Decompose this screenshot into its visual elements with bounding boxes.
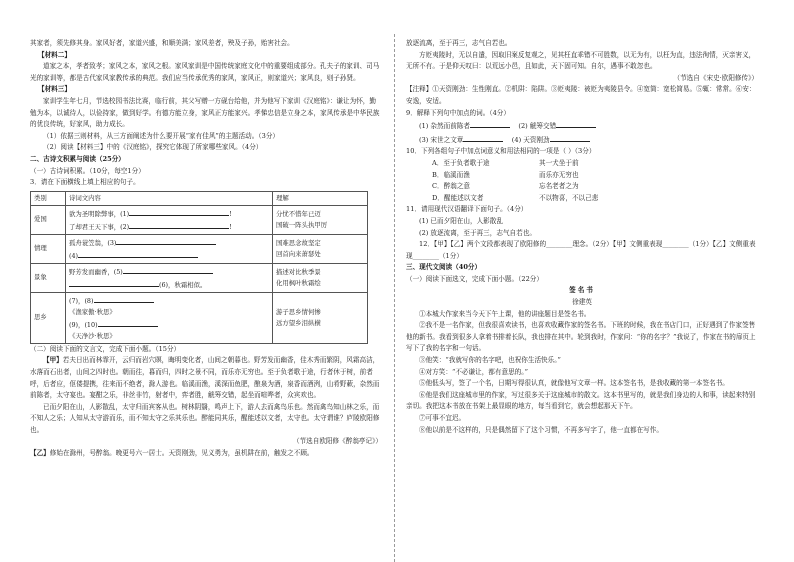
poem-line: 欲为圣明除弊事，(1) xyxy=(69,209,130,218)
meaning-cell xyxy=(273,234,368,263)
table-row xyxy=(31,205,368,234)
option-left: C．醉翁之意 xyxy=(432,182,471,191)
column-divider xyxy=(394,34,395,562)
q9-item: (4) 天资刚劲 xyxy=(511,135,550,144)
essay-paragraph: ②我不是一名作家，但我很喜欢读书，也喜欢收藏作家的签名书。下班的时候，我在书店门口，正好遇到了作家签售他的新书。我看到很多人拿着书排着长队，我也排在其中。轮到我时，作家问：“你的名字？”我说了，作家在书的扉页上写下了我的名字和一句话。 xyxy=(406,321,756,353)
passage-text: 修始在滁州，号醉翁。晚更号六一居士。天资刚劲，见义勇为，虽机阱在前，触发之不顾。 xyxy=(49,449,314,458)
poem-line: (4) xyxy=(69,251,79,260)
category-cell: 情理 xyxy=(31,234,66,263)
q9-row-1 xyxy=(406,119,758,133)
material2-body: 道家之本，孝者致孝；家风之本，家风之根。家风家训是中国传统家庭文化中的重要组成部分。孔夫子的家训、司马光的家训等，都是古代家风家教传承的典范。我们应当传承优秀的家风，家风正，则家道兴；家风良，则子孙贤。 xyxy=(30,62,380,82)
poem-line: (7)，(8) xyxy=(69,296,94,305)
poem-lines-cell xyxy=(66,263,273,292)
question-2: （2）阅读【材料三】中的《汉庭铭》，探究它体现了所家哪些家风。（4分） xyxy=(43,143,263,152)
essay-paragraph: ①本城大作家来当今天下午上课，他的讲座题目是签名书。 xyxy=(419,309,591,318)
section-2-heading: 二、古诗文积累与阅读（25分） xyxy=(30,154,125,163)
answer-blank[interactable] xyxy=(123,265,213,274)
poem-source: 《渔家傲·秋思》 xyxy=(69,307,116,316)
passage-text: 若夫日出而林霏开，云归而岩穴暝，晦明变化者，山间之朝暮也。野芳发而幽香，佳木秀而繁阴，风霜高洁，水落而石出者，山间之四时也。朝而往，暮而归，四时之景不同，而乐亦无穷也。至于负者歌于途，行者休于树，前者呼，后者应，伛偻提携，往来而不绝者，滁人游也。临溪而渔，溪深而鱼肥，酿泉为酒，泉香而酒洌，山肴野蔌，杂然而前陈者，太守宴也。宴酣之乐，非丝非竹，射者中，弈者胜，觥筹交错，起坐而喧哗者，众宾欢也。 xyxy=(30,356,380,400)
option-b xyxy=(406,170,758,182)
material3-body: 家训学生年七月，节选校园书法比赛，临行前，其父写赠一方砚台给他，并为他写下家训《汉庭铭》：谦让为怀，勤勉为本，以诚待人，以俭持家，做到好学。有德方能立身，家风正方能家兴。孝悌忠信是立身之本，家风传承是中华民族的优良传统，好家风，助力成长。 xyxy=(30,96,380,129)
option-right: 而乐亦无穷也 xyxy=(539,170,579,179)
meaning-line: 分忧不惜年已迈 xyxy=(276,209,321,218)
meaning-line: 国难思念故坚定 xyxy=(276,238,321,247)
material2-label: 【材料二】 xyxy=(38,50,71,59)
essay-paragraph: ⑦可事不宜迟。 xyxy=(419,414,466,422)
meaning-line: 描述对比秋季景 xyxy=(276,267,321,276)
question-1: （1）依据三则材料，从三方面阐述为什么要开展“家有佳风”的主题活动。（3分） xyxy=(43,131,280,140)
poem-lines-cell xyxy=(66,234,273,263)
poem-table xyxy=(30,191,368,344)
answer-blank[interactable] xyxy=(129,207,229,216)
table-header-row xyxy=(31,191,368,205)
option-right: 忘名老者之为 xyxy=(539,182,579,191)
question-9: 9．解释下列句中加点的词。（4分） xyxy=(406,108,510,117)
annotation-note: 【注释】①天资刚劲：生性刚直。②机阱：陷阱。③贬夷陵：被贬为夷陵县令。④宽简：宽松简易。⑤辄：常常。⑥安：安逸，安适。 xyxy=(406,85,756,105)
meaning-line: 回首向来萧瑟处 xyxy=(276,249,321,258)
answer-blank[interactable] xyxy=(470,119,510,128)
category-cell: 爱国 xyxy=(31,205,66,234)
question-11: 11．请用现代汉语翻译下面句子。（4分） xyxy=(406,205,528,214)
subsection-1-heading: （一）古诗词积累。（10分，每空1分） xyxy=(30,166,145,175)
q11-item-2: (2) 放逐流离，至于再三，志气自若也。 xyxy=(419,228,536,237)
category-cell: 思乡 xyxy=(31,292,66,343)
material3-label: 【材料三】 xyxy=(38,85,71,94)
table-row xyxy=(31,263,368,292)
q9-item: (1) 杂然而前陈者 xyxy=(419,122,470,131)
essay-paragraph: ⑧他以前是不这样的，只是偶然留下了这个习惯，不再多写字了，他一直都在写作。 xyxy=(419,425,663,434)
answer-blank[interactable] xyxy=(116,236,216,245)
section-3-heading: 三、现代文阅读（40分） xyxy=(406,263,482,272)
right-column xyxy=(406,0,758,562)
answer-blank[interactable] xyxy=(69,278,159,287)
meaning-line: 国破一阵头执甲厉 xyxy=(276,220,328,229)
option-c xyxy=(406,181,758,193)
passage-jia-2: 已而夕阳在山，人影散乱，太守归而宾客从也。树林阴翳，鸣声上下，游人去而禽鸟乐也。然而禽鸟知山林之乐，而不知人之乐；人知从太守游而乐，而不知太守之乐其乐也。醉能同其乐，醒能述以文者，太守也。太守谓谁？庐陵欧阳修也。 xyxy=(30,402,380,434)
jia-source: （节选自欧阳修《醉翁亭记》） xyxy=(292,437,382,446)
essay-paragraph: ④对方笑：“不必谦让，都有意思的。” xyxy=(419,367,528,376)
meaning-cell xyxy=(273,205,368,234)
table-row xyxy=(31,234,368,263)
option-a xyxy=(406,158,758,170)
jia-label: 【甲】 xyxy=(43,356,63,365)
answer-blank[interactable] xyxy=(129,220,229,229)
left-column xyxy=(30,0,382,562)
table-header-cell: 诗词文内容 xyxy=(66,191,273,205)
option-left: A．至于负者歌于途 xyxy=(432,158,490,167)
poem-lines-cell xyxy=(66,292,273,343)
answer-blank[interactable] xyxy=(550,133,590,142)
meaning-line: 游子思乡情何惨 xyxy=(276,307,321,316)
passage-jia-1 xyxy=(30,355,382,401)
subsection-3-heading: （一）阅读下面选文，完成下面小题。（22分） xyxy=(406,274,543,283)
essay-paragraph: ③他笑：“我就写你的名字吧，也祝你生活快乐。” xyxy=(419,356,561,365)
question-3: 3．请在下面横线上填上相应的句子。 xyxy=(30,178,140,187)
meaning-cell xyxy=(273,292,368,343)
poem-line: 孤舟蓑笠翁，(3) xyxy=(69,238,117,247)
q9-row-2 xyxy=(406,133,758,147)
option-left: D．醒能述以文者 xyxy=(432,193,484,202)
option-d xyxy=(406,193,758,205)
poem-line: 野芳发而幽香，(5) xyxy=(69,267,123,276)
q11-item-1: (1) 已而夕阳在山，人影散乱 xyxy=(419,216,503,225)
essay-author: 徐建英 xyxy=(572,298,592,307)
meaning-line: 远方望乡泪纵横 xyxy=(276,318,321,327)
essay-paragraph: ⑥他是我们这座城市里的作家，写过很多关于这座城市的散文。这本书里写的，就是我们身边的人和事，读起来特别亲切。我把这本书放在书架上最显眼的地方，每当看到它，就会想起那天下午。 xyxy=(406,390,756,411)
answer-blank[interactable] xyxy=(98,318,158,327)
poem-line: (9)，(10) xyxy=(69,320,98,329)
poem-source: 《天净沙·秋思》 xyxy=(69,331,116,340)
yi-label: 【乙】 xyxy=(30,449,50,458)
table-header-cell: 类别 xyxy=(31,191,66,205)
answer-blank[interactable] xyxy=(78,249,198,258)
material2-tail: 其家者，须先修其身。家风好者，家道兴盛，和顺美满；家风差者，殃及子孙，贻害社会。 xyxy=(30,39,294,47)
table-row xyxy=(31,292,368,343)
option-right: 不以物喜，不以己悲 xyxy=(539,193,599,202)
answer-blank[interactable] xyxy=(556,119,596,128)
poem-lines-cell: 欲为圣明除弊事，(1) ! 了却君王天下事，(2) ! xyxy=(66,205,273,234)
passage-yi-2: 方贬夷陵时，无以自遣，因取旧案反复观之，见其枉直乖错不可胜数，以无为有，以枉为直，违法徇情，灭亲害义，无所不有。于是仰天叹曰：以荒远小邑，且如此，天下固可知。自尔，遇事不敢忽也。 xyxy=(406,50,756,71)
essay-title: 签名书 xyxy=(569,286,595,295)
question-12: 12．【甲】【乙】两个文段都表现了欧阳修的________理念。（2分）【甲】文侧重表现________（1分）【乙】文侧重表现________（1分） xyxy=(406,240,756,260)
table-header-cell: 理解 xyxy=(273,191,368,205)
poem-line: (6)，秋霜相似。 xyxy=(159,280,207,289)
meaning-cell xyxy=(273,263,368,292)
question-10: 10．下列各组句子中加点词意义和用法相同的一项是（ ）（3分） xyxy=(406,147,596,156)
passage-yi-continued: 放逐流离，至于再三，志气自若也。 xyxy=(406,39,512,47)
passage-yi-1 xyxy=(30,448,382,460)
category-cell: 景象 xyxy=(31,263,66,292)
option-left: B．临溪而渔 xyxy=(432,170,470,179)
answer-blank[interactable] xyxy=(94,294,154,303)
answer-blank[interactable] xyxy=(463,133,503,142)
poem-line: 了却君王天下事，(2) xyxy=(69,222,130,231)
meaning-line: 化用枫叶秋霜绘 xyxy=(276,278,321,287)
option-right: 其一犬坐于前 xyxy=(539,158,579,167)
yi-source: （节选自《宋史·欧阳修传》） xyxy=(673,73,758,82)
q9-item: (2) 觥筹交错 xyxy=(518,122,557,131)
essay-paragraph: ⑤他低头写，签了一个名，日期写得很认真，就像他写文章一样。这本签名书，是我收藏的第一本签名书。 xyxy=(419,379,729,388)
q9-item: (3) 宋世之文章 xyxy=(419,135,464,144)
subsection-2-heading: （二）阅读下面的文言文，完成下面小题。（15分） xyxy=(30,344,181,353)
